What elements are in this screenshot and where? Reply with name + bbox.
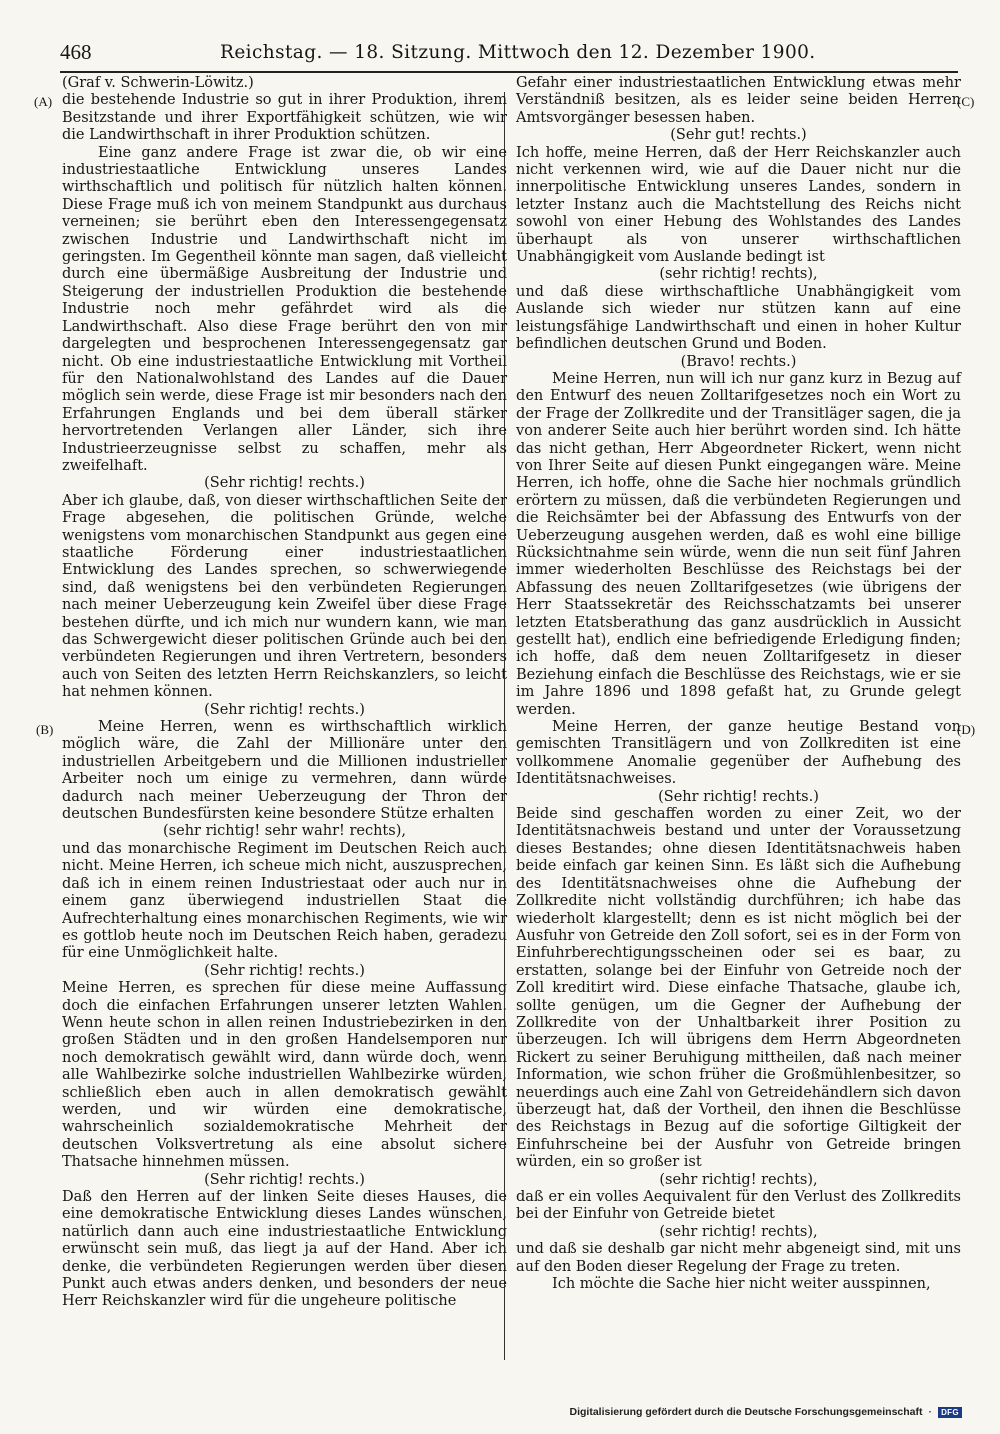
reaction: (Sehr richtig! rechts.) xyxy=(204,962,365,979)
right-column xyxy=(516,75,961,1293)
reaction: (Sehr gut! rechts.) xyxy=(670,127,807,144)
reaction: (sehr richtig! rechts), xyxy=(659,1223,818,1240)
page-header xyxy=(60,40,960,70)
page-number: 468 xyxy=(60,40,92,64)
paragraph: Aber ich glaube, daß, von dieser wirthschaftlichen Seite der Frage abgesehen, die politischen Gründe, welche wenigstens vom monarchischen Standpunkt aus gegen eine staatliche Förderung einer industriestaatlichen Entwicklung des Landes sprechen, so schwerwiegende sind, daß wenigstens bei den verbündeten Regierungen nach meiner Ueberzeugung kein Zweifel über diese Frage bestehen dürfte, und ich mich nur wundern kann, wie man das Schwergewicht dieser politischen Gründe auch bei den verbündeten Regierungen und ihren Vertretern, besonders auch von Seiten des letzten Herrn Reichskanzlers, so leicht hat nehmen können. xyxy=(62,492,507,701)
reaction: (Sehr richtig! rechts.) xyxy=(658,788,819,805)
reaction: (Sehr richtig! rechts.) xyxy=(204,1171,365,1188)
reaction: (sehr richtig! sehr wahr! rechts), xyxy=(163,823,406,840)
reaction: (sehr richtig! rechts), xyxy=(659,266,818,283)
paragraph: Meine Herren, nun will ich nur ganz kurz in Bezug auf den Entwurf des neuen Zolltarifgesetzes noch ein Wort zu der Frage der Zollkredite und der Transitläger sagen, die ja von anderer Seite auch hier berührt worden sind. Ich hätte das nicht gethan, Herr Abgeordneter Rickert, wenn nicht von Ihrer Seite auf diesen Punkt eingegangen wäre. Meine Herren, ich hoffe, ohne die Sache hier nochmals gründlich erörtern zu müssen, daß die verbündeten Regierungen und die Reichsämter bei der Abfassung des Entwurfs von der Ueberzeugung ausgehen werden, daß es wohl eine billige Rücksichtnahme sein würde, wenn die nun seit fünf Jahren immer wiederholten Beschlüsse des Reichstags bei der Abfassung des neuen Zolltarifgesetzes (wie übrigens der Herr Staatssekretär des Reichsschatzamts bei unserer letzten Etatsberathung das ganz ausdrücklich in Aussicht gestellt hat), endlich eine befriedigende Erledigung finden; ich hoffe, daß dem neuen Zolltarifgesetz in dieser Beziehung einfach die Beschlüsse des Reichstags, wie er sie im Jahre 1896 und 1898 gefaßt hat, zu Grunde gelegt werden. xyxy=(516,370,961,718)
separator-dot: · xyxy=(928,1406,932,1418)
paragraph: Ich möchte die Sache hier nicht weiter ausspinnen, xyxy=(552,1276,931,1293)
reaction: (Bravo! rechts.) xyxy=(680,353,797,370)
left-column xyxy=(62,75,507,1311)
paragraph: Ich hoffe, meine Herren, daß der Herr Reichskanzler auch nicht verkennen wird, wie auf die Dauer nicht nur die innerpolitische Entwicklung unseres Landes, sondern in letzter Instanz auch die Machtstellung des Reichs nicht sowohl von einer Hebung des Wohlstandes des Landes überhaupt als von unserer wirthschaftlichen Unabhängigkeit vom Auslande bedingt ist xyxy=(516,144,961,266)
margin-letter-d: (D) xyxy=(957,722,976,737)
paragraph: die bestehende Industrie so gut in ihrer Produktion, ihrem Besitzstande und ihrer Exportfähigkeit schützen, wie wir die Landwirthschaft in ihrer Produktion schützen. xyxy=(62,92,507,144)
credit-text: Digitalisierung gefördert durch die Deutsche Forschungsgemeinschaft xyxy=(569,1406,923,1418)
paragraph: und daß sie deshalb gar nicht mehr abgeneigt sind, mit uns auf den Boden dieser Regelung der Frage zu treten. xyxy=(516,1241,961,1275)
paragraph: und das monarchische Regiment im Deutschen Reich auch nicht. Meine Herren, ich scheue mich nicht, auszusprechen, daß ich in einem reinen Industriestaat oder auch nur in einem ganz überwiegend industriellen Staat die Aufrechterhaltung eines monarchischen Regiments, wie wir es gottlob heute noch im Deutschen Reich haben, geradezu für eine Unmöglichkeit halte. xyxy=(62,840,507,962)
header-rule xyxy=(60,71,958,73)
running-title: Reichstag. — 18. Sitzung. Mittwoch den 12. Dezember 1900. xyxy=(220,42,816,63)
paragraph: Gefahr einer industriestaatlichen Entwicklung etwas mehr Verständniß besitzen, als es leider seine beiden Herren Amtsvorgänger besessen haben. xyxy=(516,75,961,126)
paragraph: Meine Herren, wenn es wirthschaftlich wirklich möglich wäre, die Zahl der Millionäre unter den industriellen Arbeitgebern und die Millionen industrieller Arbeiter noch um einige zu vermehren, dann würde dadurch nach meiner Ueberzeugung der Thron der deutschen Bundesfürsten keine besondere Stütze erhalten xyxy=(62,719,507,823)
digitization-credit xyxy=(570,1404,962,1420)
margin-letter-c: (C) xyxy=(957,94,975,109)
speaker-label: (Graf v. Schwerin-Löwitz.) xyxy=(62,75,254,91)
margin-letter-a: (A) xyxy=(34,94,53,109)
paragraph: Beide sind geschaffen worden zu einer Zeit, wo der Identitätsnachweis bestand und unter der Voraussetzung dieses Bestandes; ohne diesen Identitätsnachweis haben beide einfach gar keinen Sinn. Es läßt sich die Aufhebung des Identitätsnachweises ohne die Aufhebung der Zollkredite nicht vollständig durchführen; ich habe das wiederholt klargestellt; denn es ist nicht möglich bei der Ausfuhr von Getreide den Zoll sofort, sei es in der Form von Einfuhrberechtigungsscheinen oder sei es baar, zu erstatten, solange bei der Einfuhr von Getreide noch der Zoll kreditirt wird. Diese einfache Thatsache, glaube ich, sollte genügen, um die Gegner der Aufhebung der Zollkredite von der Unhaltbarkeit ihrer Position zu überzeugen. Ich will übrigens dem Herrn Abgeordneten Rickert zu seiner Beruhigung mittheilen, daß nach meiner Information, wie schon früher die Großmühlenbesitzer, so neuerdings auch eine Zahl von Getreidehändlern sich davon überzeugt hat, daß der Vortheil, den ihnen die Beschlüsse des Reichstags in Bezug auf die sofortige Giltigkeit der Einfuhrscheine bei der Ausfuhr von Getreide bringen würden, ein so großer ist xyxy=(516,806,961,1171)
paragraph: Meine Herren, der ganze heutige Bestand von gemischten Transitlägern und von Zollkrediten ist eine vollkommene Anomalie gegenüber der Aufhebung des Identitätsnachweises. xyxy=(516,719,961,788)
reaction: (sehr richtig! rechts), xyxy=(659,1171,818,1188)
reaction: (Sehr richtig! rechts.) xyxy=(204,701,365,718)
paragraph: Eine ganz andere Frage ist zwar die, ob wir eine industriestaatliche Entwicklung unseres Landes wirthschaftlich und politisch für nützlich halten können. Diese Frage muß ich von meinem Standpunkt aus durchaus verneinen; sie berührt eben den Interessengegensatz zwischen Industrie und Landwirthschaft nicht im geringsten. Im Gegentheil könnte man sagen, daß vielleicht durch eine übermäßige Ausbreitung der Industrie und Steigerung der industriellen Produktion die bestehende Industrie noch mehr gefährdet wird als die Landwirthschaft. Also diese Frage berührt den von mir dargelegten und besprochenen Interessengegensatz gar nicht. Ob eine industriestaatliche Entwicklung mit Vortheil für den Nationalwohlstand des Landes auf die Dauer möglich sein werde, diese Frage ist mir besonders nach den Erfahrungen Englands und bei dem überall stärker hervortretenden Verlangen aller Länder, sich ihre Industrieerzeugnisse selbst zu schaffen, mehr als zweifelhaft. xyxy=(62,144,507,474)
paragraph: und daß diese wirthschaftliche Unabhängigkeit vom Auslande sich wieder nur stützen kann auf eine leistungsfähige Landwirthschaft und einen in hoher Kultur befindlichen deutschen Grund und Boden. xyxy=(516,283,961,353)
dfg-logo-icon: DFG xyxy=(938,1407,962,1418)
margin-letter-b: (B) xyxy=(36,722,54,737)
paragraph: daß er ein volles Aequivalent für den Verlust des Zollkredits bei der Einfuhr von Getreide bietet xyxy=(516,1189,961,1223)
paragraph: Meine Herren, es sprechen für diese meine Auffassung doch die einfachen Erfahrungen unserer letzten Wahlen. Wenn heute schon in allen reinen Industriebezirken in den großen Städten und in den großen Handelsemporen nur noch demokratisch gewählt wird, dann würde doch, wenn alle Wahlbezirke solche industriellen Wahlbezirke würden, schließlich eben auch in allen demokratisch gewählt werden, und wir würden eine demokratische, wahrscheinlich sozialdemokratische Mehrheit der deutschen Volksvertretung als eine absolut sichere Thatsache hinnehmen müssen. xyxy=(62,980,507,1171)
reaction: (Sehr richtig! rechts.) xyxy=(204,475,365,492)
paragraph: Daß den Herren auf der linken Seite dieses Hauses, die eine demokratische Entwicklung dieses Landes wünschen, natürlich dann auch eine industriestaatliche Entwicklung erwünscht sein muß, das liegt ja auf der Hand. Aber ich denke, die verbündeten Regierungen werden über diesen Punkt auch etwas anders denken, und besonders der neue Herr Reichskanzler wird für die ungeheure politische xyxy=(62,1189,507,1310)
